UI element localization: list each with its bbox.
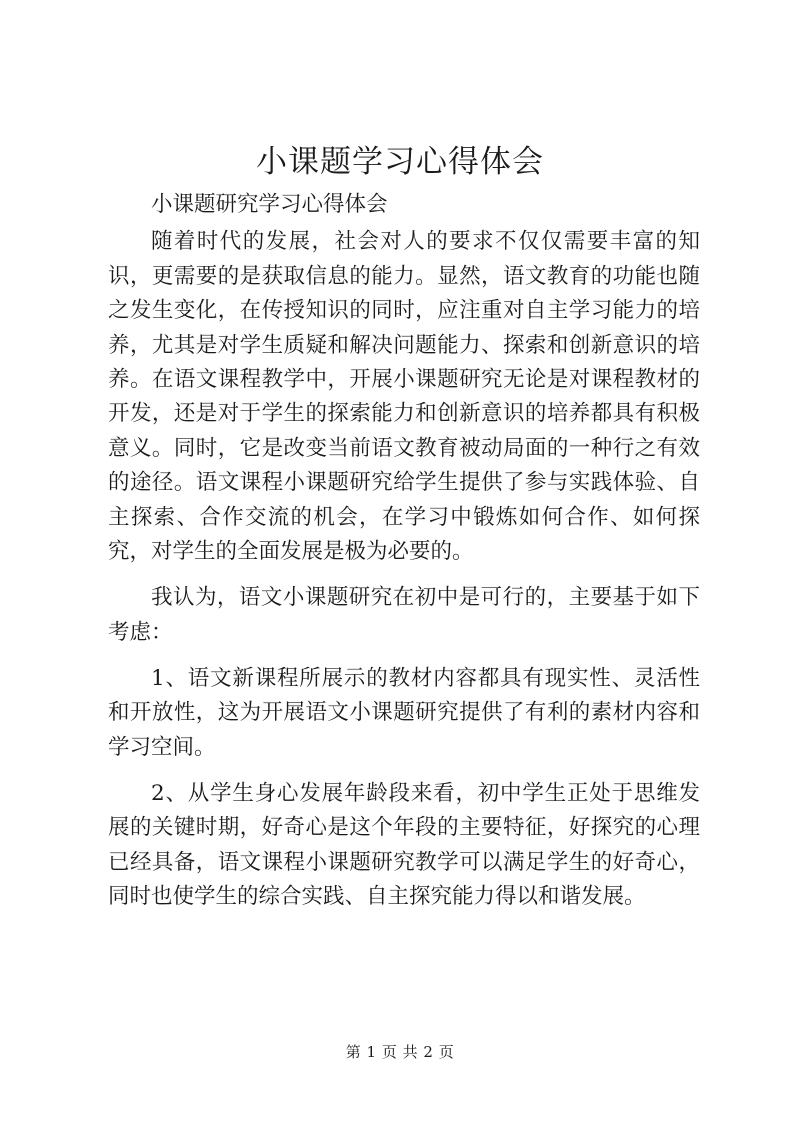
body-paragraph: 1、语文新课程所展示的教材内容都具有现实性、灵活性和开放性，这为开展语文小课题研究提供了有利的素材内容和学习空间。 bbox=[108, 665, 700, 760]
page-footer: 第 1 页 共 2 页 bbox=[345, 1043, 455, 1061]
subtitle-paragraph: 小课题研究学习心得体会 bbox=[151, 192, 388, 217]
body-paragraph: 随着时代的发展，社会对人的要求不仅仅需要丰富的知识，更需要的是获取信息的能力。显然，语文教育的功能也随之发生变化，在传授知识的同时，应注重对自主学习能力的培养，尤其是对学生质疑和解决问题能力、探索和创新意识的培养。在语文课程教学中，开展小课题研究无论是对课程教材的开发，还是对于学生的探索能力和创新意识的培养都具有积极意义。同时，它是改变当前语文教育被动局面的一种行之有效的途径。语文课程小课题研究给学生提供了参与实践体验、自主探索、合作交流的机会，在学习中锻炼如何合作、如何探究，对学生的全面发展是极为必要的。 bbox=[108, 229, 700, 565]
document-body bbox=[108, 188, 700, 926]
body-paragraph: 2、从学生身心发展年龄段来看，初中学生正处于思维发展的关键时期，好奇心是这个年段的主要特征，好探究的心理已经具备，语文课程小课题研究教学可以满足学生的好奇心，同时也使学生的综合实践、自主探究能力得以和谐发展。 bbox=[108, 780, 700, 910]
body-paragraph: 我认为，语文小课题研究在初中是可行的，主要基于如下考虑： bbox=[108, 585, 700, 645]
document-title: 小课题学习心得体会 bbox=[256, 144, 544, 180]
